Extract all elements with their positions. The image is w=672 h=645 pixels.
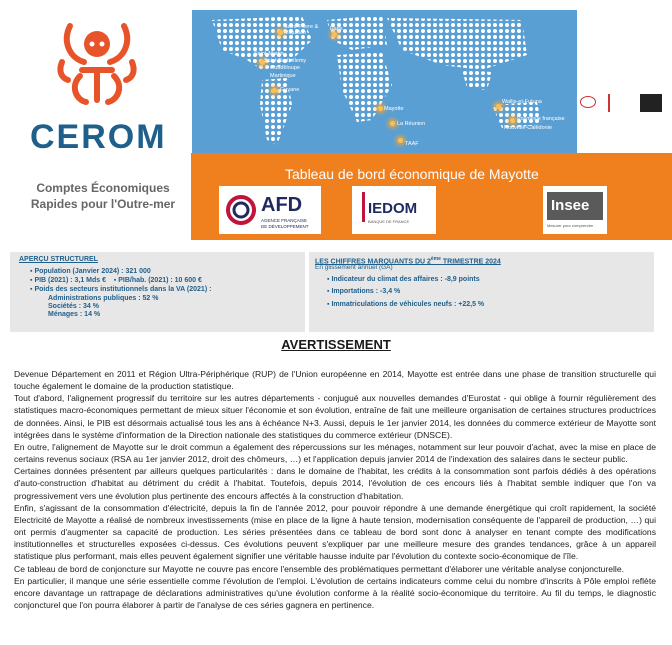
chiffres-item: ▪ Indicateur du climat des affaires : -8,9 points [327, 276, 480, 283]
apercu-item: ▪ Population (Janvier 2024) : 321 000 [30, 268, 151, 275]
page-title: Tableau de bord économique de Mayotte [285, 166, 539, 182]
map-marker [332, 32, 337, 37]
afd-name: AFD [261, 194, 303, 216]
map-label-mayotte: Mayotte [384, 106, 404, 112]
map-marker [510, 118, 515, 123]
afd-ring-icon [225, 194, 257, 226]
insee-logo [543, 186, 607, 234]
paragraph: Ce tableau de bord de conjoncture sur Mayotte ne couvre pas encore l'ensemble des problématiques permettant d'élaborer une véritable analyse conjoncturelle. [14, 563, 624, 574]
chiffres-item: ▪ Immatriculations de véhicules neufs : +22,5 % [327, 301, 485, 308]
cerom-logo-block [0, 0, 192, 240]
afd-sub1: AGENCE FRANÇAISE [261, 218, 308, 223]
map-marker [278, 30, 283, 35]
brand-subtitle-line1: Comptes Économiques [36, 181, 170, 195]
chiffres-subtitle: En glissement annuel (GA) [315, 264, 393, 271]
map-label-guadeloupe: Guadeloupe [270, 65, 300, 71]
small-partner-logos [578, 90, 672, 120]
afd-sub2: DE DÉVELOPPEMENT [261, 224, 309, 229]
insee-name: Insee [551, 197, 590, 214]
iedom-sub: BANQUE DE FRANCE [368, 219, 410, 224]
insee-sub: Mesurer pour comprendre [547, 223, 594, 228]
apercu-subitem: Sociétés : 34 % [48, 303, 99, 310]
map-label-paris: Paris [330, 26, 343, 32]
world-map-dots [192, 10, 577, 153]
apercu-item: ▪ Poids des secteurs institutionnels dans la VA (2021) : [30, 286, 212, 293]
chiffres-item: ▪ Importations : -3,4 % [327, 288, 401, 295]
chiffres-marquants-box [309, 252, 654, 332]
afd-logo [219, 186, 321, 234]
afd-mini-logo-icon [580, 96, 596, 108]
paragraph: Devenue Département en 2011 et Région Ultra-Périphérique (RUP) de l'Union européenne en 2014, Mayotte est entrée dans une phase de transition structurelle qui touche également le domaine de la production statistique. [14, 369, 656, 392]
apercu-subitem: Ménages : 14 % [48, 311, 101, 318]
map-marker [496, 104, 501, 109]
map-marker [378, 106, 383, 111]
map-label-polynesie: Polynésie française [517, 116, 565, 122]
avertissement-body [14, 368, 656, 611]
map-label-guyane: Guyane [280, 87, 300, 93]
map-label-spm-2: Miquelon [284, 30, 307, 36]
chiffres-title: LES CHIFFRES MARQUANTS DU 2ème TRIMESTRE 2024 [315, 256, 501, 266]
map-label-saint-barthelemy: Saint-Barthélemy [264, 58, 307, 64]
map-label-taaf: TAAF [405, 141, 419, 147]
map-label-caledonie: Nouvelle-Calédonie [504, 125, 553, 131]
map-label-wallis: Wallis-et-Futuna [502, 99, 542, 105]
paragraph: Tout d'abord, l'alignement progressif du territoire sur les autres départements - conjugué aux nouvelles demandes d'Eurostat - qui oblige à fournir régulièrement des statistiques macro-économiques permettant de mieux situer l'économie et son évolution, entraîne de fait une meilleure organisation de certaines structures productrices de données. Ainsi, le PIB est désormais actualisé tous les ans à échéance N+3. Aussi, depuis le 1er janvier 2014, les données du commerce extérieur de Mayotte sont intégrées dans le système d'information de la Direction nationale des statistiques du commerce extérieur (DNSCE). [14, 393, 656, 440]
map-label-reunion: La Réunion [397, 121, 426, 127]
world-map [192, 10, 577, 153]
iedom-mini-logo-icon [608, 94, 632, 112]
apercu-subitem: Administrations publiques : 52 % [48, 295, 159, 302]
insee-mini-logo-icon [640, 94, 662, 112]
brand-name: CEROM [30, 118, 167, 156]
iedom-logo [352, 186, 436, 234]
cerom-emblem-icon [52, 14, 142, 106]
brand-subtitle [18, 180, 188, 212]
apercu-structurel-box [10, 252, 305, 332]
iedom-name: IEDOM [368, 200, 418, 217]
apercu-title: APERÇU STRUCTUREL [19, 256, 98, 263]
paragraph: En outre, l'alignement de Mayotte sur le droit commun a également des répercussions sur les ménages, notamment sur leur pouvoir d'achat, avec la mise en place de certains revenus sociaux (RSA au 1er janvier 2012, droit des chômeurs, …) et l'application depuis janvier 2014 de l'indexation des salaires dans le secteur public. [14, 441, 656, 465]
paragraph: Certaines données présentent par ailleurs quelques particularités : dans le domaine de l'habitat, les crédits à la consommation sont parfois dédiés à des opérations d'auto-construction d'habitat au détriment du crédit à l'habitat. Toutefois, depuis 2014, l'évolution de ces encours liés à l'habitat semble indiquer que l'on va progressivement vers une évolution plus pertinente des encours affectés à la construction d'habitation. [14, 466, 656, 501]
paragraph: En particulier, il manque une série essentielle comme l'évolution de l'emploi. L'évolution de certains indicateurs comme celui du nombre d'inscrits à Pôle emploi reflète encore davantage un rattrapage de déclarations administratives qu'une évolution conforme à la réalité socio-économique du territoire. Au fil du temps, le diagnostic conjoncturel que l'on pourra élaborer à partir de l'analyse de ces séries gagnera en pertinence. [14, 575, 656, 610]
map-marker [390, 121, 395, 126]
map-label-martinique: Martinique [270, 73, 296, 79]
map-marker [398, 138, 403, 143]
map-marker [272, 88, 277, 93]
map-label-spm-1: Saint-Pierre & [284, 24, 319, 30]
brand-subtitle-line2: Rapides pour l'Outre-mer [30, 197, 176, 211]
iedom-bar-icon [362, 192, 365, 222]
avertissement-heading: AVERTISSEMENT [281, 337, 391, 352]
map-label-saint-martin: Saint-Martin [254, 51, 284, 57]
paragraph: Enfin, s'agissant de la consommation d'électricité, depuis la fin de l'année 2012, pour pouvoir répondre à une demande énergétique qui croît rapidement, la société Electricité de Mayotte a réalisé de nombreux investissements (mise en place de la ligne à haute tension, modernisation conséquente de l'appareil de production, …) qui ont permis d'augmenter sa capacité de production. Les séries présentées dans ce tableau de bord sont donc à analyser en tenant compte des modifications institutionnelles et structurelles exposées ci-dessus. Ces évolutions peuvent s'expliquer par une meilleure mesure des grandes tendances, grâce à un appareil statistique plus performant, mais elles peuvent également signifier une véritable hausse induite par l'évolution du contexte socio-économique de l'île. [14, 502, 656, 562]
apercu-item: ▪ PIB (2021) : 3,1 Mds € ▪ PIB/hab. (2021) : 10 600 € [30, 277, 202, 284]
